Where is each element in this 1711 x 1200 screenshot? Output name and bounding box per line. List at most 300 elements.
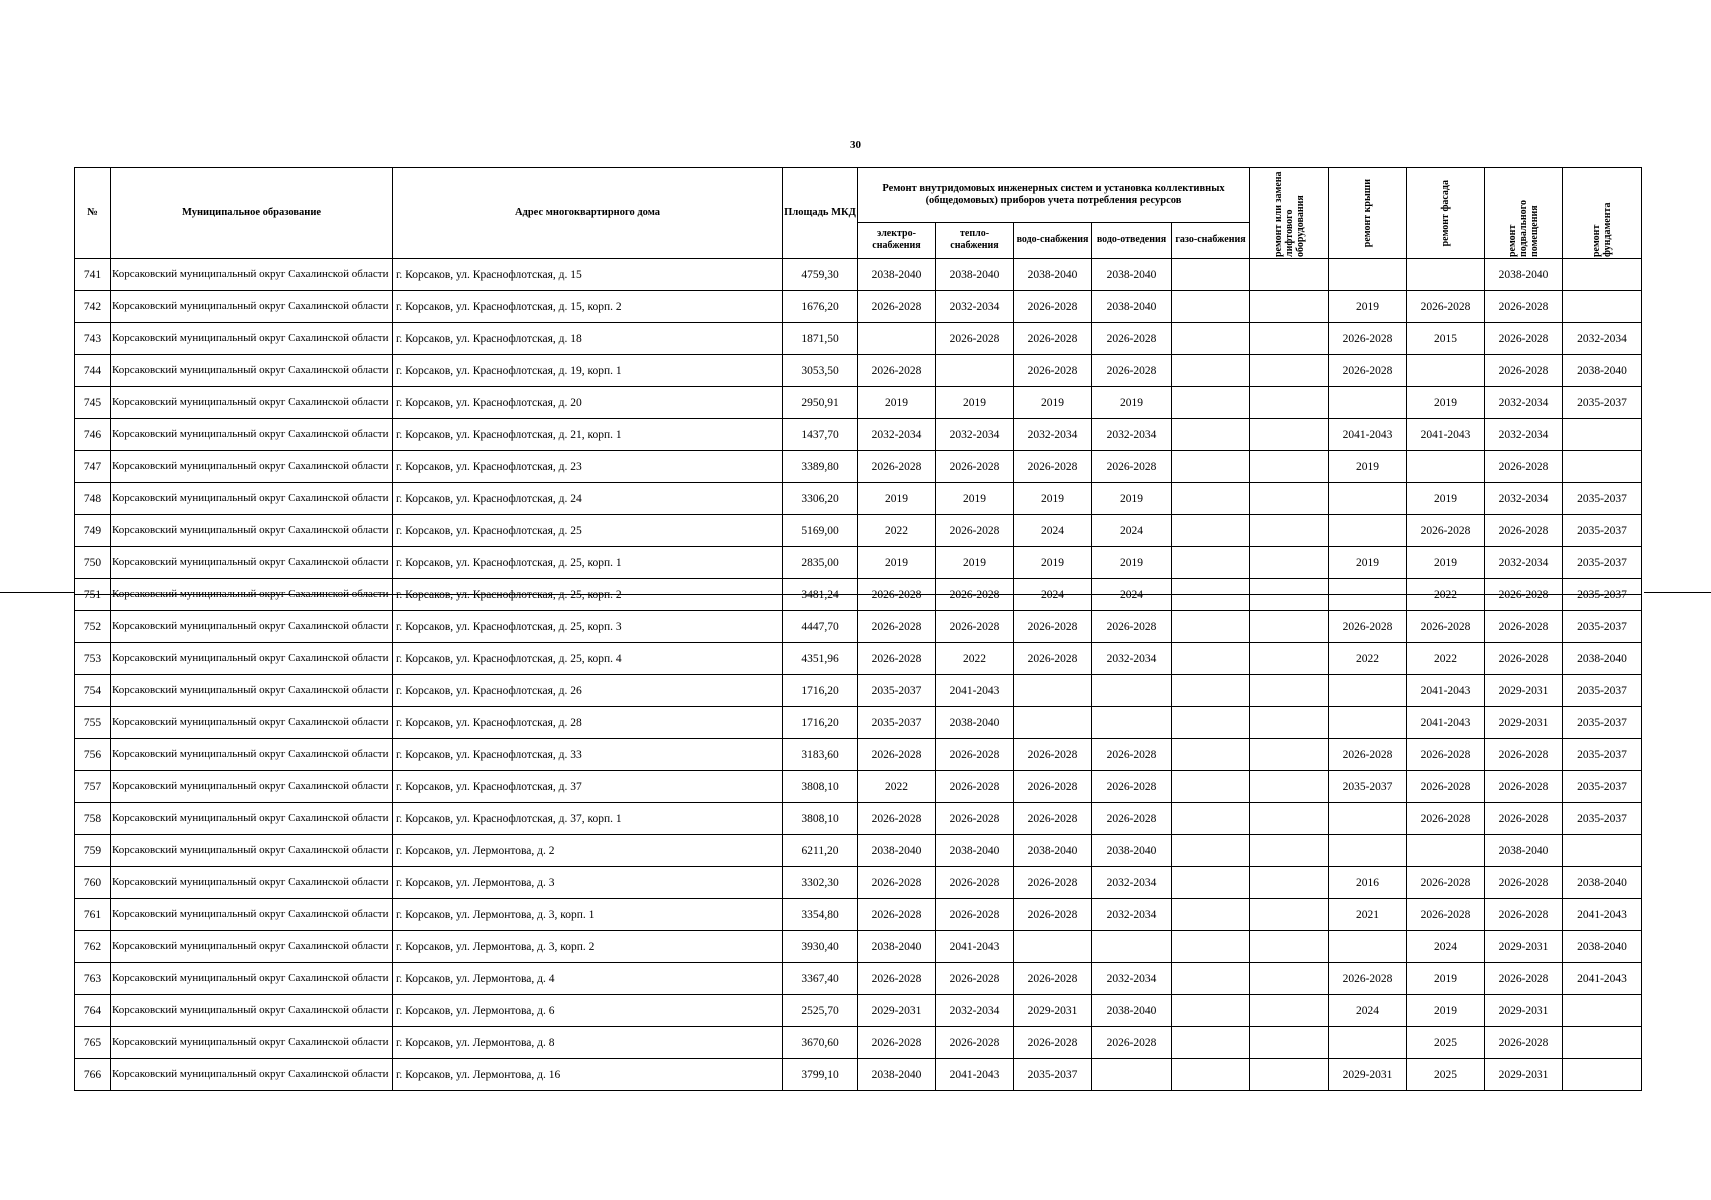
roof-cell: 2035-2037	[1329, 771, 1407, 803]
row-number: 757	[75, 771, 111, 803]
roof-cell	[1329, 803, 1407, 835]
foundation-cell: 2035-2037	[1563, 611, 1642, 643]
basement-cell: 2026-2028	[1485, 899, 1563, 931]
water-cell: 2026-2028	[1014, 963, 1092, 995]
facade-cell	[1407, 835, 1485, 867]
lift-cell	[1250, 323, 1329, 355]
facade-cell: 2022	[1407, 643, 1485, 675]
municipality-cell: Корсаковский муниципальный округ Сахалинской области	[111, 1027, 393, 1059]
row-number: 753	[75, 643, 111, 675]
sewer-cell: 2026-2028	[1092, 803, 1172, 835]
facade-cell: 2026-2028	[1407, 803, 1485, 835]
electric-cell: 2026-2028	[858, 611, 936, 643]
gas-cell	[1172, 355, 1250, 387]
roof-cell	[1329, 579, 1407, 611]
electric-cell: 2038-2040	[858, 835, 936, 867]
foundation-cell: 2035-2037	[1563, 387, 1642, 419]
row-number: 752	[75, 611, 111, 643]
basement-cell: 2038-2040	[1485, 835, 1563, 867]
water-cell	[1014, 707, 1092, 739]
heat-cell: 2041-2043	[936, 675, 1014, 707]
heat-cell: 2019	[936, 387, 1014, 419]
electric-cell: 2026-2028	[858, 803, 936, 835]
area-cell: 4447,70	[783, 611, 858, 643]
gas-cell	[1172, 1027, 1250, 1059]
facade-cell: 2026-2028	[1407, 515, 1485, 547]
address-cell: г. Корсаков, ул. Краснофлотская, д. 15	[393, 259, 783, 291]
row-number: 746	[75, 419, 111, 451]
area-cell: 3354,80	[783, 899, 858, 931]
foundation-cell: 2035-2037	[1563, 803, 1642, 835]
table-row	[75, 419, 1642, 451]
electric-cell: 2035-2037	[858, 675, 936, 707]
table-row	[75, 867, 1642, 899]
row-number: 744	[75, 355, 111, 387]
table-row	[75, 291, 1642, 323]
lift-cell	[1250, 483, 1329, 515]
foundation-cell	[1563, 995, 1642, 1027]
heat-cell: 2026-2028	[936, 803, 1014, 835]
header-foundation: ремонт фундамента	[1563, 168, 1642, 259]
facade-cell: 2026-2028	[1407, 867, 1485, 899]
lift-cell	[1250, 419, 1329, 451]
sewer-cell: 2019	[1092, 387, 1172, 419]
gas-cell	[1172, 803, 1250, 835]
water-cell: 2026-2028	[1014, 291, 1092, 323]
row-number: 764	[75, 995, 111, 1027]
address-cell: г. Корсаков, ул. Лермонтова, д. 3	[393, 867, 783, 899]
municipality-cell: Корсаковский муниципальный округ Сахалинской области	[111, 803, 393, 835]
area-cell: 2835,00	[783, 547, 858, 579]
roof-cell: 2019	[1329, 547, 1407, 579]
area-cell: 3183,60	[783, 739, 858, 771]
address-cell: г. Корсаков, ул. Лермонтова, д. 16	[393, 1059, 783, 1091]
facade-cell: 2019	[1407, 483, 1485, 515]
row-number: 745	[75, 387, 111, 419]
row-number: 741	[75, 259, 111, 291]
foundation-cell	[1563, 451, 1642, 483]
roof-cell: 2041-2043	[1329, 419, 1407, 451]
water-cell: 2026-2028	[1014, 739, 1092, 771]
gas-cell	[1172, 931, 1250, 963]
sewer-cell: 2026-2028	[1092, 771, 1172, 803]
basement-cell: 2029-2031	[1485, 995, 1563, 1027]
gas-cell	[1172, 611, 1250, 643]
roof-cell	[1329, 1027, 1407, 1059]
heat-cell: 2019	[936, 483, 1014, 515]
table-row	[75, 515, 1642, 547]
header-num: №	[75, 168, 111, 259]
municipality-cell: Корсаковский муниципальный округ Сахалинской области	[111, 707, 393, 739]
water-cell: 2019	[1014, 483, 1092, 515]
address-cell: г. Корсаков, ул. Лермонтова, д. 3, корп. 1	[393, 899, 783, 931]
basement-cell: 2029-2031	[1485, 707, 1563, 739]
header-electric: электро-снабжения	[858, 222, 936, 258]
basement-cell: 2026-2028	[1485, 643, 1563, 675]
heat-cell: 2038-2040	[936, 707, 1014, 739]
heat-cell: 2032-2034	[936, 291, 1014, 323]
electric-cell: 2026-2028	[858, 1027, 936, 1059]
water-cell: 2038-2040	[1014, 259, 1092, 291]
address-cell: г. Корсаков, ул. Краснофлотская, д. 25, корп. 4	[393, 643, 783, 675]
address-cell: г. Корсаков, ул. Лермонтова, д. 6	[393, 995, 783, 1027]
facade-cell: 2015	[1407, 323, 1485, 355]
electric-cell: 2026-2028	[858, 899, 936, 931]
water-cell: 2032-2034	[1014, 419, 1092, 451]
gas-cell	[1172, 995, 1250, 1027]
electric-cell: 2022	[858, 771, 936, 803]
roof-cell	[1329, 387, 1407, 419]
electric-cell: 2029-2031	[858, 995, 936, 1027]
basement-cell: 2032-2034	[1485, 547, 1563, 579]
address-cell: г. Корсаков, ул. Краснофлотская, д. 24	[393, 483, 783, 515]
municipality-cell: Корсаковский муниципальный округ Сахалинской области	[111, 515, 393, 547]
strike-line-left	[0, 592, 74, 593]
roof-cell	[1329, 931, 1407, 963]
area-cell: 2525,70	[783, 995, 858, 1027]
gas-cell	[1172, 963, 1250, 995]
lift-cell	[1250, 643, 1329, 675]
address-cell: г. Корсаков, ул. Краснофлотская, д. 25, корп. 3	[393, 611, 783, 643]
municipality-cell: Корсаковский муниципальный округ Сахалинской области	[111, 931, 393, 963]
facade-cell: 2019	[1407, 963, 1485, 995]
water-cell: 2026-2028	[1014, 1027, 1092, 1059]
sewer-cell: 2026-2028	[1092, 451, 1172, 483]
water-cell	[1014, 931, 1092, 963]
roof-cell: 2019	[1329, 451, 1407, 483]
gas-cell	[1172, 739, 1250, 771]
basement-cell: 2026-2028	[1485, 739, 1563, 771]
area-cell: 1716,20	[783, 675, 858, 707]
area-cell: 3808,10	[783, 771, 858, 803]
water-cell: 2029-2031	[1014, 995, 1092, 1027]
table-row	[75, 579, 1642, 611]
gas-cell	[1172, 899, 1250, 931]
lift-cell	[1250, 1059, 1329, 1091]
facade-cell: 2019	[1407, 547, 1485, 579]
row-number: 766	[75, 1059, 111, 1091]
sewer-cell: 2038-2040	[1092, 835, 1172, 867]
address-cell: г. Корсаков, ул. Краснофлотская, д. 20	[393, 387, 783, 419]
table-row	[75, 355, 1642, 387]
basement-cell: 2026-2028	[1485, 451, 1563, 483]
sewer-cell: 2032-2034	[1092, 867, 1172, 899]
municipality-cell: Корсаковский муниципальный округ Сахалинской области	[111, 675, 393, 707]
sewer-cell: 2026-2028	[1092, 323, 1172, 355]
area-cell: 3670,60	[783, 1027, 858, 1059]
electric-cell: 2032-2034	[858, 419, 936, 451]
municipality-cell: Корсаковский муниципальный округ Сахалинской области	[111, 643, 393, 675]
sewer-cell: 2032-2034	[1092, 419, 1172, 451]
heat-cell: 2026-2028	[936, 579, 1014, 611]
sewer-cell: 2038-2040	[1092, 259, 1172, 291]
header-water: водо-снабжения	[1014, 222, 1092, 258]
foundation-cell	[1563, 1027, 1642, 1059]
area-cell: 3930,40	[783, 931, 858, 963]
basement-cell: 2026-2028	[1485, 579, 1563, 611]
table-row	[75, 963, 1642, 995]
area-cell: 3481,24	[783, 579, 858, 611]
sewer-cell: 2019	[1092, 547, 1172, 579]
header-address: Адрес многоквартирного дома	[393, 168, 783, 259]
facade-cell: 2025	[1407, 1059, 1485, 1091]
lift-cell	[1250, 899, 1329, 931]
roof-cell: 2026-2028	[1329, 611, 1407, 643]
basement-cell: 2032-2034	[1485, 387, 1563, 419]
heat-cell: 2026-2028	[936, 771, 1014, 803]
sewer-cell	[1092, 1059, 1172, 1091]
basement-cell: 2029-2031	[1485, 1059, 1563, 1091]
header-facade: ремонт фасада	[1407, 168, 1485, 259]
foundation-cell: 2038-2040	[1563, 355, 1642, 387]
water-cell	[1014, 675, 1092, 707]
sewer-cell: 2038-2040	[1092, 291, 1172, 323]
water-cell: 2024	[1014, 515, 1092, 547]
lift-cell	[1250, 579, 1329, 611]
electric-cell: 2026-2028	[858, 579, 936, 611]
row-number: 762	[75, 931, 111, 963]
table-row	[75, 483, 1642, 515]
table-row	[75, 739, 1642, 771]
area-cell: 3808,10	[783, 803, 858, 835]
water-cell: 2026-2028	[1014, 867, 1092, 899]
municipality-cell: Корсаковский муниципальный округ Сахалинской области	[111, 451, 393, 483]
facade-cell: 2026-2028	[1407, 291, 1485, 323]
table-row	[75, 1027, 1642, 1059]
foundation-cell: 2035-2037	[1563, 579, 1642, 611]
basement-cell: 2026-2028	[1485, 867, 1563, 899]
row-number: 759	[75, 835, 111, 867]
area-cell: 1437,70	[783, 419, 858, 451]
roof-cell: 2019	[1329, 291, 1407, 323]
gas-cell	[1172, 675, 1250, 707]
water-cell: 2026-2028	[1014, 899, 1092, 931]
sewer-cell	[1092, 707, 1172, 739]
heat-cell: 2026-2028	[936, 611, 1014, 643]
gas-cell	[1172, 771, 1250, 803]
area-cell: 1676,20	[783, 291, 858, 323]
roof-cell: 2026-2028	[1329, 323, 1407, 355]
gas-cell	[1172, 707, 1250, 739]
address-cell: г. Корсаков, ул. Краснофлотская, д. 21, корп. 1	[393, 419, 783, 451]
address-cell: г. Корсаков, ул. Краснофлотская, д. 33	[393, 739, 783, 771]
lift-cell	[1250, 835, 1329, 867]
foundation-cell: 2041-2043	[1563, 963, 1642, 995]
heat-cell: 2026-2028	[936, 515, 1014, 547]
header-engineering-systems: Ремонт внутридомовых инженерных систем и установка коллективных (общедомовых) приборов учета потребления ресурсов	[858, 168, 1250, 223]
electric-cell: 2026-2028	[858, 867, 936, 899]
area-cell: 6211,20	[783, 835, 858, 867]
area-cell: 2950,91	[783, 387, 858, 419]
facade-cell	[1407, 355, 1485, 387]
gas-cell	[1172, 259, 1250, 291]
water-cell: 2035-2037	[1014, 1059, 1092, 1091]
facade-cell: 2026-2028	[1407, 739, 1485, 771]
foundation-cell: 2035-2037	[1563, 483, 1642, 515]
table-row	[75, 995, 1642, 1027]
area-cell: 3306,20	[783, 483, 858, 515]
lift-cell	[1250, 867, 1329, 899]
row-number: 755	[75, 707, 111, 739]
area-cell: 1871,50	[783, 323, 858, 355]
municipality-cell: Корсаковский муниципальный округ Сахалинской области	[111, 579, 393, 611]
heat-cell: 2041-2043	[936, 1059, 1014, 1091]
gas-cell	[1172, 451, 1250, 483]
row-number: 742	[75, 291, 111, 323]
address-cell: г. Корсаков, ул. Краснофлотская, д. 19, корп. 1	[393, 355, 783, 387]
water-cell: 2038-2040	[1014, 835, 1092, 867]
roof-cell: 2026-2028	[1329, 355, 1407, 387]
roof-cell: 2024	[1329, 995, 1407, 1027]
address-cell: г. Корсаков, ул. Краснофлотская, д. 18	[393, 323, 783, 355]
municipality-cell: Корсаковский муниципальный округ Сахалинской области	[111, 611, 393, 643]
address-cell: г. Корсаков, ул. Краснофлотская, д. 26	[393, 675, 783, 707]
foundation-cell	[1563, 835, 1642, 867]
electric-cell: 2038-2040	[858, 1059, 936, 1091]
facade-cell: 2041-2043	[1407, 419, 1485, 451]
lift-cell	[1250, 995, 1329, 1027]
lift-cell	[1250, 1027, 1329, 1059]
water-cell: 2026-2028	[1014, 771, 1092, 803]
gas-cell	[1172, 643, 1250, 675]
gas-cell	[1172, 515, 1250, 547]
basement-cell: 2026-2028	[1485, 771, 1563, 803]
basement-cell: 2026-2028	[1485, 963, 1563, 995]
heat-cell: 2026-2028	[936, 451, 1014, 483]
row-number: 743	[75, 323, 111, 355]
lift-cell	[1250, 771, 1329, 803]
basement-cell: 2026-2028	[1485, 611, 1563, 643]
facade-cell: 2041-2043	[1407, 707, 1485, 739]
electric-cell: 2026-2028	[858, 643, 936, 675]
municipality-cell: Корсаковский муниципальный округ Сахалинской области	[111, 387, 393, 419]
heat-cell: 2026-2028	[936, 739, 1014, 771]
area-cell: 3389,80	[783, 451, 858, 483]
roof-cell: 2026-2028	[1329, 739, 1407, 771]
foundation-cell: 2035-2037	[1563, 547, 1642, 579]
municipality-cell: Корсаковский муниципальный округ Сахалинской области	[111, 355, 393, 387]
roof-cell	[1329, 707, 1407, 739]
gas-cell	[1172, 547, 1250, 579]
header-roof: ремонт крыши	[1329, 168, 1407, 259]
area-cell: 4351,96	[783, 643, 858, 675]
roof-cell	[1329, 483, 1407, 515]
header-municipality: Муниципальное образование	[111, 168, 393, 259]
address-cell: г. Корсаков, ул. Краснофлотская, д. 28	[393, 707, 783, 739]
water-cell: 2026-2028	[1014, 451, 1092, 483]
heat-cell: 2026-2028	[936, 867, 1014, 899]
header-lift: ремонт или замена лифтового оборудования	[1250, 168, 1329, 259]
table-row	[75, 771, 1642, 803]
sewer-cell: 2019	[1092, 483, 1172, 515]
table-row	[75, 259, 1642, 291]
header-gas: газо-снабжения	[1172, 222, 1250, 258]
roof-cell	[1329, 259, 1407, 291]
sewer-cell: 2032-2034	[1092, 643, 1172, 675]
sewer-cell	[1092, 931, 1172, 963]
header-area: Площадь МКД	[783, 168, 858, 259]
gas-cell	[1172, 323, 1250, 355]
lift-cell	[1250, 803, 1329, 835]
sewer-cell: 2032-2034	[1092, 963, 1172, 995]
sewer-cell: 2038-2040	[1092, 995, 1172, 1027]
gas-cell	[1172, 579, 1250, 611]
basement-cell: 2026-2028	[1485, 355, 1563, 387]
foundation-cell	[1563, 419, 1642, 451]
row-number: 761	[75, 899, 111, 931]
municipality-cell: Корсаковский муниципальный округ Сахалинской области	[111, 547, 393, 579]
roof-cell: 2021	[1329, 899, 1407, 931]
row-number: 751	[75, 579, 111, 611]
table-row	[75, 323, 1642, 355]
electric-cell: 2026-2028	[858, 739, 936, 771]
electric-cell: 2038-2040	[858, 259, 936, 291]
foundation-cell	[1563, 259, 1642, 291]
sewer-cell: 2024	[1092, 515, 1172, 547]
electric-cell: 2035-2037	[858, 707, 936, 739]
municipality-cell: Корсаковский муниципальный округ Сахалинской области	[111, 259, 393, 291]
lift-cell	[1250, 707, 1329, 739]
heat-cell: 2032-2034	[936, 995, 1014, 1027]
heat-cell: 2026-2028	[936, 963, 1014, 995]
sewer-cell: 2026-2028	[1092, 1027, 1172, 1059]
municipality-cell: Корсаковский муниципальный округ Сахалинской области	[111, 419, 393, 451]
foundation-cell: 2032-2034	[1563, 323, 1642, 355]
facade-cell: 2019	[1407, 995, 1485, 1027]
heat-cell: 2026-2028	[936, 1027, 1014, 1059]
gas-cell	[1172, 483, 1250, 515]
row-number: 760	[75, 867, 111, 899]
gas-cell	[1172, 1059, 1250, 1091]
water-cell: 2019	[1014, 387, 1092, 419]
heat-cell: 2019	[936, 547, 1014, 579]
table-row	[75, 451, 1642, 483]
foundation-cell: 2035-2037	[1563, 771, 1642, 803]
lift-cell	[1250, 515, 1329, 547]
row-number: 758	[75, 803, 111, 835]
row-number: 763	[75, 963, 111, 995]
table-row	[75, 643, 1642, 675]
gas-cell	[1172, 867, 1250, 899]
basement-cell: 2029-2031	[1485, 931, 1563, 963]
foundation-cell: 2035-2037	[1563, 739, 1642, 771]
sewer-cell	[1092, 675, 1172, 707]
municipality-cell: Корсаковский муниципальный округ Сахалинской области	[111, 963, 393, 995]
basement-cell: 2032-2034	[1485, 419, 1563, 451]
table-row	[75, 675, 1642, 707]
lift-cell	[1250, 291, 1329, 323]
address-cell: г. Корсаков, ул. Лермонтова, д. 3, корп. 2	[393, 931, 783, 963]
water-cell: 2026-2028	[1014, 611, 1092, 643]
basement-cell: 2026-2028	[1485, 291, 1563, 323]
basement-cell: 2038-2040	[1485, 259, 1563, 291]
foundation-cell: 2035-2037	[1563, 707, 1642, 739]
row-number: 754	[75, 675, 111, 707]
heat-cell	[936, 355, 1014, 387]
heat-cell: 2026-2028	[936, 899, 1014, 931]
capital-repair-table	[74, 167, 1642, 1091]
address-cell: г. Корсаков, ул. Краснофлотская, д. 25, корп. 2	[393, 579, 783, 611]
address-cell: г. Корсаков, ул. Лермонтова, д. 8	[393, 1027, 783, 1059]
municipality-cell: Корсаковский муниципальный округ Сахалинской области	[111, 483, 393, 515]
area-cell: 4759,30	[783, 259, 858, 291]
strike-line-right	[1644, 592, 1711, 593]
water-cell: 2026-2028	[1014, 803, 1092, 835]
electric-cell: 2026-2028	[858, 355, 936, 387]
table-row	[75, 899, 1642, 931]
municipality-cell: Корсаковский муниципальный округ Сахалинской области	[111, 835, 393, 867]
row-number: 750	[75, 547, 111, 579]
